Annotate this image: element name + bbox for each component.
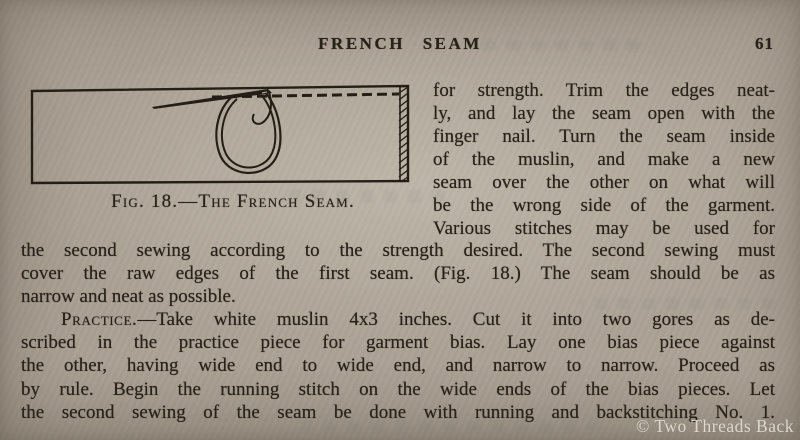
text-line: for strength. Trim the edges neat- [433, 80, 775, 101]
running-header [0, 34, 800, 56]
page-title: FRENCH SEAM [318, 34, 482, 53]
needle [152, 89, 272, 109]
text-line: the second sewing according to the strength desired. The second sewing must [21, 240, 775, 261]
page-number: 61 [755, 34, 774, 53]
photographer-watermark: © Two Threads Back [636, 416, 794, 436]
text-line [21, 308, 775, 331]
thread-loop [216, 92, 280, 173]
hatched-edge [399, 86, 408, 182]
text-line: be the wrong side of the garment. [433, 195, 775, 216]
text-line: narrow and neat as possible. [21, 286, 236, 307]
figure-18 [28, 81, 414, 212]
body-paragraph [21, 239, 775, 308]
text-line: cover the raw edges of the first seam. (Fig. 18.) The seam should be as [21, 263, 775, 284]
right-text-column [433, 79, 775, 240]
text-line: scribed in the practice piece for garment bias. Lay one bias piece against [21, 332, 775, 354]
text-line: seam over the other on what will [433, 172, 775, 193]
text-line: finger nail. Turn the seam inside [433, 126, 775, 147]
practice-first-rest: —Take white muslin 4x3 inches. Cut it into two gores as de- [137, 309, 775, 330]
text-line: by rule. Begin the running stitch on the wide ends of the bias pieces. Let [21, 378, 775, 400]
text-line: Various stitches may be used for [433, 218, 775, 239]
practice-lead: Practice. [61, 309, 138, 330]
french-seam-illustration [28, 81, 414, 187]
practice-paragraph [21, 308, 775, 424]
text-line: the other, having wide end to wide end, and narrow to narrow. Proceed as [21, 355, 775, 377]
fabric-rectangle [32, 86, 408, 183]
showthrough-smudge [470, 40, 640, 51]
text-line: the second sewing of the seam be done with running and backstitching No. 1. [21, 401, 775, 423]
figure-caption: Fig. 18.—The French Seam. [111, 191, 355, 212]
text-line: ly, and lay the seam open with the [433, 103, 775, 124]
text-line: of the muslin, and make a new [433, 149, 775, 170]
